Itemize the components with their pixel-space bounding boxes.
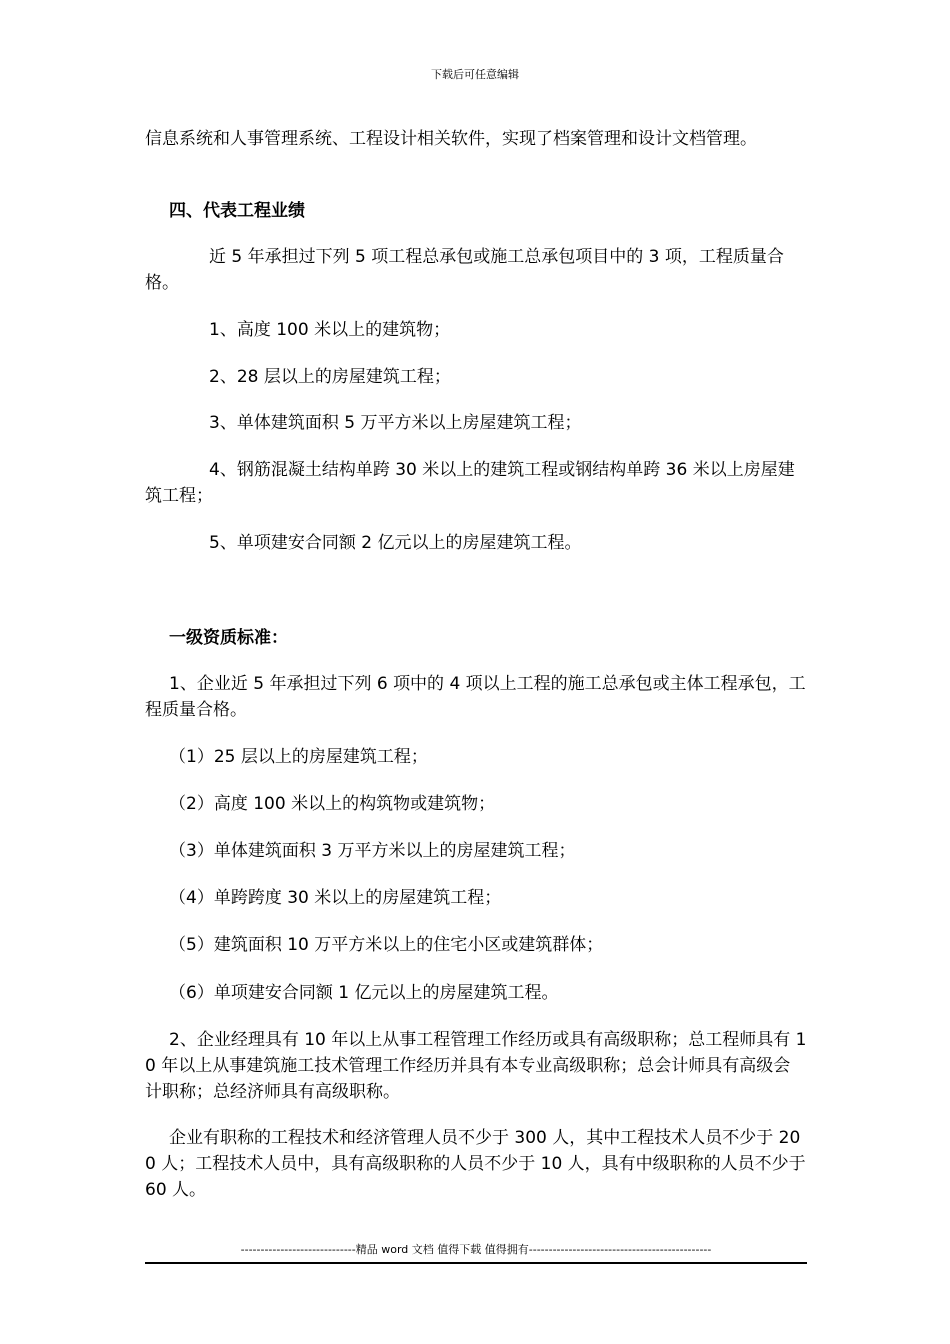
- section-heading-first-grade: 一级资质标准：: [169, 628, 288, 648]
- list-item-5: 5、单项建安合同额 2 亿元以上的房屋建筑工程。: [209, 533, 582, 553]
- sub-item-3: （3）单体建筑面积 3 万平方米以上的房屋建筑工程；: [169, 841, 576, 861]
- sub-item-5: （5）建筑面积 10 万平方米以上的住宅小区或建筑群体；: [169, 935, 604, 955]
- sub-item-4: （4）单跨跨度 30 米以上的房屋建筑工程；: [169, 888, 502, 908]
- footer-divider: [145, 1262, 807, 1264]
- footer-text: -----------------------------精品 word 文档 值得下载 值得拥有----------------------------------------------: [240, 1243, 712, 1256]
- sub-item-1: （1）25 层以上的房屋建筑工程；: [169, 747, 428, 767]
- paragraph-staff-requirements: 企业有职称的工程技术和经济管理人员不少于 300 人，其中工程技术人员不少于 200 人；工程技术人员中，具有高级职称的人员不少于 10 人，具有中级职称的人员不少于 60 人。: [145, 1128, 812, 1200]
- paragraph-first-grade-requirement: 1、企业近 5 年承担过下列 6 项中的 4 项以上工程的施工总承包或主体工程承包，工程质量合格。: [145, 674, 806, 720]
- section-heading-representative-projects: 四、代表工程业绩: [169, 201, 305, 221]
- list-item-4: 4、钢筋混凝土结构单跨 30 米以上的建筑工程或钢结构单跨 36 米以上房屋建筑工程；: [145, 460, 795, 506]
- paragraph-project-requirement: 近 5 年承担过下列 5 项工程总承包或施工总承包项目中的 3 项，工程质量合格。: [145, 247, 784, 293]
- list-item-2: 2、28 层以上的房屋建筑工程；: [209, 367, 451, 387]
- sub-item-6: （6）单项建安合同额 1 亿元以上的房屋建筑工程。: [169, 983, 559, 1003]
- header-note: 下载后可任意编辑: [431, 68, 519, 81]
- paragraph-management-qualifications: 2、企业经理具有 10 年以上从事工程管理工作经历或具有高级职称；总工程师具有 10 年以上从事建筑施工技术管理工作经历并具有本专业高级职称；总会计师具有高级会计职称；总经济师具有高级职称。: [145, 1030, 807, 1102]
- sub-item-2: （2）高度 100 米以上的构筑物或建筑物；: [169, 794, 496, 814]
- list-item-3: 3、单体建筑面积 5 万平方米以上房屋建筑工程；: [209, 413, 582, 433]
- list-item-1: 1、高度 100 米以上的建筑物；: [209, 320, 451, 340]
- paragraph-info-systems: 信息系统和人事管理系统、工程设计相关软件，实现了档案管理和设计文档管理。: [145, 129, 757, 149]
